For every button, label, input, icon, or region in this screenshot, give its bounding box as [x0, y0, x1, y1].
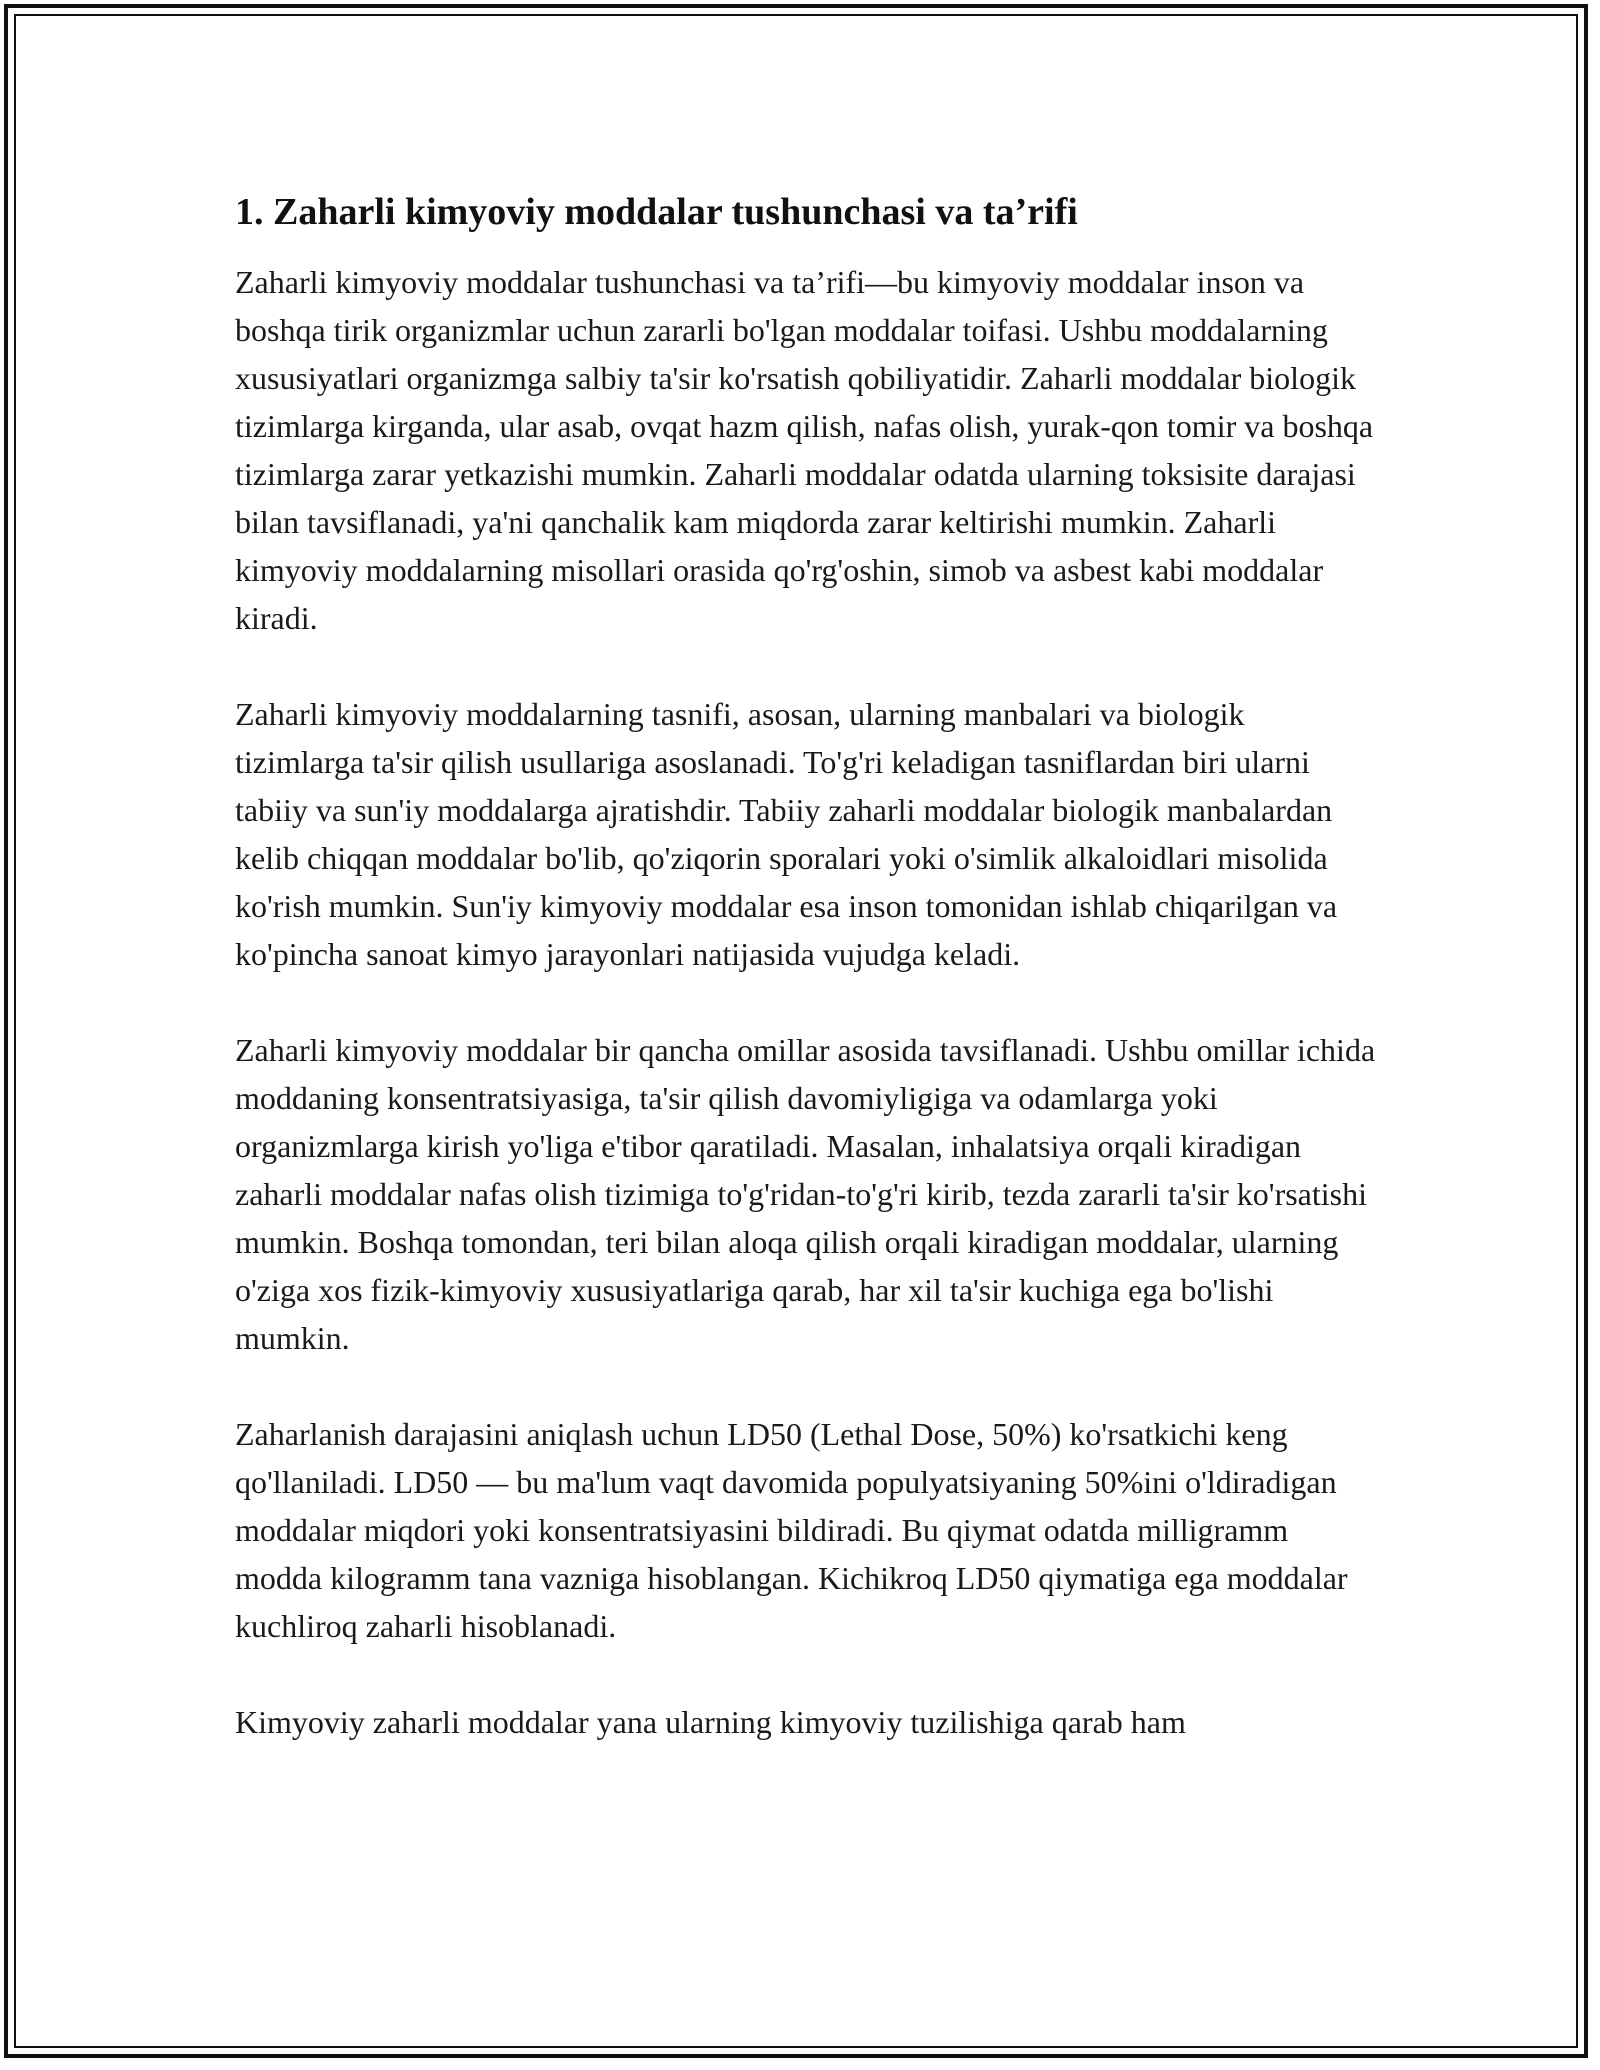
paragraph-factors: Zaharli kimyoviy moddalar bir qancha omillar asosida tavsiflanadi. Ushbu omillar ichida moddaning konsentratsiyasiga, ta'sir qilish davomiyligiga va odamlarga yoki organizmlarga kirish yo'liga e'tibor qaratiladi. Masalan, inhalatsiya orqali kiradigan zaharli moddalar nafas olish tizimiga to'g'ridan-to'g'ri kirib, tezda zararli ta'sir ko'rsatishi mumkin. Boshqa tomondan, teri bilan aloqa qilish orqali kiradigan moddalar, ularning o'ziga xos fizik-kimyoviy xususiyatlariga qarab, har xil ta'sir kuchiga ega bo'lishi mumkin. [235, 1032, 1376, 1356]
document-body [235, 188, 1380, 1746]
paragraph-ld50: Zaharlanish darajasini aniqlash uchun LD50 (Lethal Dose, 50%) ko'rsatkichi keng qo'llaniladi. LD50 — bu ma'lum vaqt davomida populyatsiyaning 50%ini o'ldiradigan moddalar miqdori yoki konsentratsiyasini bildiradi. Bu qiymat odatda milligramm modda kilogramm tana vazniga hisoblangan. Kichikroq LD50 qiymatiga ega moddalar kuchliroq zaharli hisoblanadi. [235, 1416, 1348, 1644]
paragraph-classification: Zaharli kimyoviy moddalarning tasnifi, asosan, ularning manbalari va biologik tizimlarga ta'sir qilish usullariga asoslanadi. To'g'ri keladigan tasniflardan biri ularni tabiiy va sun'iy moddalarga ajratishdir. Tabiiy zaharli moddalar biologik manbalardan kelib chiqqan moddalar bo'lib, qo'ziqorin sporalari yoki o'simlik alkaloidlari misolida ko'rish mumkin. Sun'iy kimyoviy moddalar esa inson tomonidan ishlab chiqarilgan va ko'pincha sanoat kimyo jarayonlari natijasida vujudga keladi. [235, 696, 1338, 972]
paragraph-definition: Zaharli kimyoviy moddalar tushunchasi va ta’rifi—bu kimyoviy moddalar inson va boshqa tirik organizmlar uchun zararli bo'lgan moddalar toifasi. Ushbu moddalarning xususiyatlari organizmga salbiy ta'sir ko'rsatish qobiliyatidir. Zaharli moddalar biologik tizimlarga kirganda, ular asab, ovqat hazm qilish, nafas olish, yurak-qon tomir va boshqa tizimlarga zarar yetkazishi mumkin. Zaharli moddalar odatda ularning toksisite darajasi bilan tavsiflanadi, ya'ni qanchalik kam miqdorda zarar keltirishi mumkin. Zaharli kimyoviy moddalarning misollari orasida qo'rg'oshin, simob va asbest kabi moddalar kiradi. [235, 264, 1374, 636]
paragraph-structure: Kimyoviy zaharli moddalar yana ularning kimyoviy tuzilishiga qarab ham [235, 1704, 1186, 1740]
section-heading: 1. Zaharli kimyoviy moddalar tushunchasi va ta’rifi [235, 191, 1078, 233]
